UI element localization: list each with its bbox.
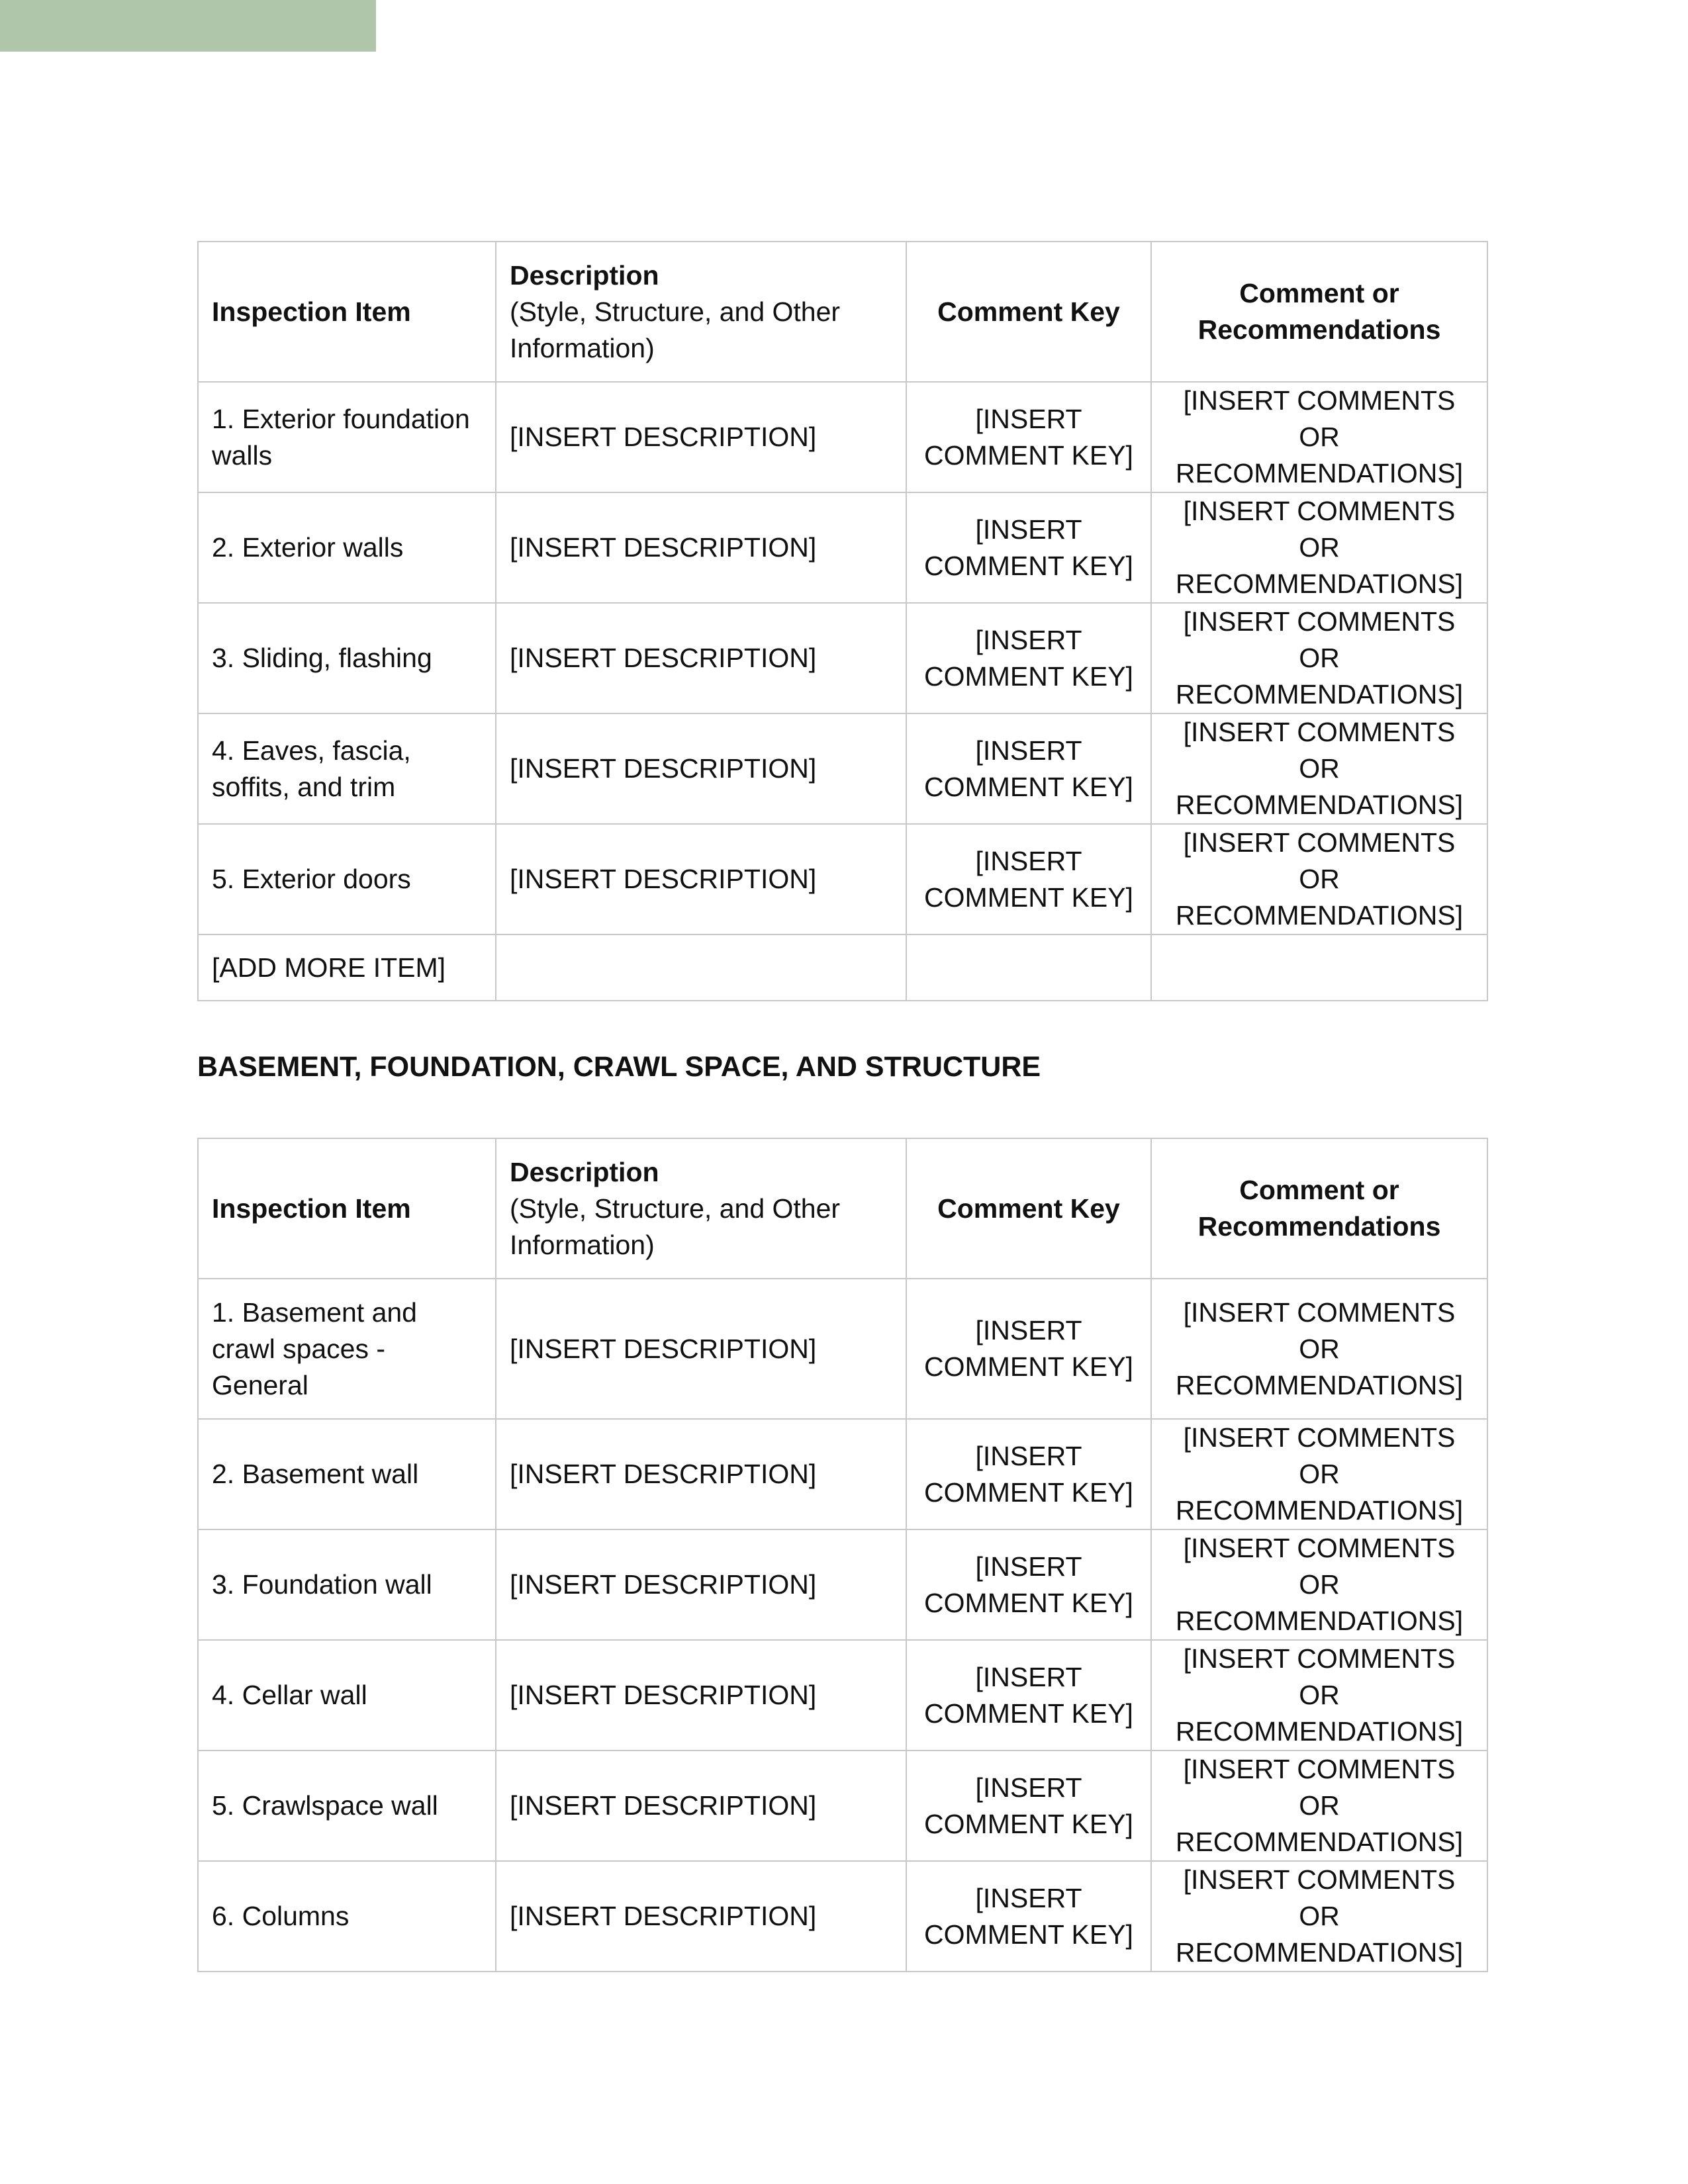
cell-comment xyxy=(1151,1279,1487,1419)
cell-inspection-item: 4. Cellar wall xyxy=(198,1640,496,1751)
table-header-row xyxy=(198,1138,1487,1279)
cell-comment xyxy=(1151,1861,1487,1972)
comment-line1: [INSERT COMMENTS OR xyxy=(1183,1864,1456,1931)
empty-cell xyxy=(906,934,1151,1001)
header-comment-recommendations xyxy=(1151,1138,1487,1279)
comment-key-line1: [INSERT xyxy=(975,403,1082,434)
table-row xyxy=(198,492,1487,603)
comment-key-line1: [INSERT xyxy=(975,514,1082,545)
header-comment-line2: Recommendations xyxy=(1197,1211,1441,1242)
comment-line2: RECOMMENDATIONS] xyxy=(1175,1495,1464,1525)
header-accent-bar xyxy=(0,0,376,52)
cell-inspection-item: 4. Eaves, fascia, soffits, and trim xyxy=(198,713,496,824)
comment-line2: RECOMMENDATIONS] xyxy=(1175,900,1464,931)
comment-key-line1: [INSERT xyxy=(975,1772,1082,1803)
comment-line2: RECOMMENDATIONS] xyxy=(1175,1937,1464,1968)
comment-line2: RECOMMENDATIONS] xyxy=(1175,1606,1464,1636)
cell-comment-key xyxy=(906,382,1151,492)
comment-key-line1: [INSERT xyxy=(975,1315,1082,1345)
comment-line1: [INSERT COMMENTS OR xyxy=(1183,1754,1456,1821)
header-description-subtitle: (Style, Structure, and Other Information) xyxy=(510,296,841,363)
table-row xyxy=(198,824,1487,934)
comment-key-line1: [INSERT xyxy=(975,1551,1082,1582)
cell-comment xyxy=(1151,1751,1487,1861)
table-row xyxy=(198,713,1487,824)
table-row xyxy=(198,1751,1487,1861)
comment-line2: RECOMMENDATIONS] xyxy=(1175,679,1464,709)
table-row xyxy=(198,1861,1487,1972)
comment-key-line1: [INSERT xyxy=(975,1882,1082,1913)
comment-key-line2: COMMENT KEY] xyxy=(924,660,1133,692)
cell-comment xyxy=(1151,382,1487,492)
cell-comment xyxy=(1151,603,1487,713)
cell-comment-key xyxy=(906,713,1151,824)
comment-key-line1: [INSERT xyxy=(975,1440,1082,1471)
table-row xyxy=(198,1529,1487,1640)
header-description-title: Description xyxy=(510,259,659,291)
comment-line1: [INSERT COMMENTS OR xyxy=(1183,827,1456,894)
table-header-row xyxy=(198,242,1487,382)
cell-comment-key xyxy=(906,1861,1151,1972)
comment-line1: [INSERT COMMENTS OR xyxy=(1183,1422,1456,1489)
comment-key-line1: [INSERT xyxy=(975,624,1082,655)
table-row xyxy=(198,382,1487,492)
cell-inspection-item: 6. Columns xyxy=(198,1861,496,1972)
cell-comment xyxy=(1151,1640,1487,1751)
header-comment-key: Comment Key xyxy=(906,242,1151,382)
comment-key-line2: COMMENT KEY] xyxy=(924,771,1133,802)
cell-description: [INSERT DESCRIPTION] xyxy=(496,382,906,492)
header-description xyxy=(496,1138,906,1279)
empty-cell xyxy=(496,934,906,1001)
comment-line2: RECOMMENDATIONS] xyxy=(1175,1369,1464,1400)
header-description-subtitle: (Style, Structure, and Other Information) xyxy=(510,1193,841,1260)
table-row xyxy=(198,1279,1487,1419)
cell-comment-key xyxy=(906,1419,1151,1529)
comment-key-line2: COMMENT KEY] xyxy=(924,1919,1133,1950)
comment-line1: [INSERT COMMENTS OR xyxy=(1183,606,1456,673)
comment-key-line2: COMMENT KEY] xyxy=(924,1808,1133,1839)
header-comment-line1: Comment or xyxy=(1239,278,1399,308)
header-comment-key: Comment Key xyxy=(906,1138,1151,1279)
cell-description: [INSERT DESCRIPTION] xyxy=(496,1529,906,1640)
cell-comment-key xyxy=(906,1751,1151,1861)
table-row xyxy=(198,1640,1487,1751)
cell-comment-key xyxy=(906,824,1151,934)
cell-description: [INSERT DESCRIPTION] xyxy=(496,492,906,603)
comment-key-line1: [INSERT xyxy=(975,1661,1082,1692)
header-comment-line2: Recommendations xyxy=(1197,314,1441,345)
cell-comment xyxy=(1151,824,1487,934)
cell-description: [INSERT DESCRIPTION] xyxy=(496,713,906,824)
table-row xyxy=(198,1419,1487,1529)
comment-line2: RECOMMENDATIONS] xyxy=(1175,790,1464,820)
header-comment-line1: Comment or xyxy=(1239,1175,1399,1205)
exterior-inspection-table xyxy=(197,241,1488,1001)
cell-comment xyxy=(1151,1419,1487,1529)
cell-description: [INSERT DESCRIPTION] xyxy=(496,1279,906,1419)
header-inspection-item: Inspection Item xyxy=(198,242,496,382)
comment-line1: [INSERT COMMENTS OR xyxy=(1183,717,1456,784)
comment-line1: [INSERT COMMENTS OR xyxy=(1183,1297,1456,1364)
comment-line1: [INSERT COMMENTS OR xyxy=(1183,496,1456,563)
comment-key-line1: [INSERT xyxy=(975,845,1082,876)
cell-inspection-item: 1. Basement and crawl spaces - General xyxy=(198,1279,496,1419)
cell-comment-key xyxy=(906,492,1151,603)
comment-line1: [INSERT COMMENTS OR xyxy=(1183,1533,1456,1600)
comment-line2: RECOMMENDATIONS] xyxy=(1175,1716,1464,1747)
cell-comment-key xyxy=(906,1640,1151,1751)
cell-description: [INSERT DESCRIPTION] xyxy=(496,1751,906,1861)
cell-inspection-item: 1. Exterior foundation walls xyxy=(198,382,496,492)
comment-key-line2: COMMENT KEY] xyxy=(924,550,1133,581)
table-row xyxy=(198,603,1487,713)
comment-key-line2: COMMENT KEY] xyxy=(924,882,1133,913)
header-description-title: Description xyxy=(510,1156,659,1187)
header-inspection-item: Inspection Item xyxy=(198,1138,496,1279)
header-description xyxy=(496,242,906,382)
cell-comment xyxy=(1151,1529,1487,1640)
cell-comment xyxy=(1151,713,1487,824)
comment-key-line2: COMMENT KEY] xyxy=(924,1698,1133,1729)
comment-key-line1: [INSERT xyxy=(975,735,1082,766)
header-comment-recommendations xyxy=(1151,242,1487,382)
comment-key-line2: COMMENT KEY] xyxy=(924,439,1133,471)
cell-comment-key xyxy=(906,603,1151,713)
add-more-item-placeholder: [ADD MORE ITEM] xyxy=(198,934,496,1001)
cell-inspection-item: 2. Basement wall xyxy=(198,1419,496,1529)
comment-line1: [INSERT COMMENTS OR xyxy=(1183,385,1456,452)
section-heading-basement: BASEMENT, FOUNDATION, CRAWL SPACE, AND STRUCTURE xyxy=(197,1051,1041,1083)
comment-key-line2: COMMENT KEY] xyxy=(924,1351,1133,1382)
cell-description: [INSERT DESCRIPTION] xyxy=(496,603,906,713)
comment-key-line2: COMMENT KEY] xyxy=(924,1587,1133,1618)
cell-inspection-item: 2. Exterior walls xyxy=(198,492,496,603)
comment-line2: RECOMMENDATIONS] xyxy=(1175,1827,1464,1857)
comment-key-line2: COMMENT KEY] xyxy=(924,1477,1133,1508)
cell-comment-key xyxy=(906,1529,1151,1640)
cell-inspection-item: 5. Exterior doors xyxy=(198,824,496,934)
cell-description: [INSERT DESCRIPTION] xyxy=(496,1419,906,1529)
basement-inspection-table xyxy=(197,1138,1488,1972)
add-more-row xyxy=(198,934,1487,1001)
cell-inspection-item: 5. Crawlspace wall xyxy=(198,1751,496,1861)
cell-description: [INSERT DESCRIPTION] xyxy=(496,1640,906,1751)
comment-line2: RECOMMENDATIONS] xyxy=(1175,569,1464,599)
cell-description: [INSERT DESCRIPTION] xyxy=(496,1861,906,1972)
cell-comment xyxy=(1151,492,1487,603)
comment-line1: [INSERT COMMENTS OR xyxy=(1183,1643,1456,1710)
cell-inspection-item: 3. Sliding, flashing xyxy=(198,603,496,713)
empty-cell xyxy=(1151,934,1487,1001)
cell-inspection-item: 3. Foundation wall xyxy=(198,1529,496,1640)
cell-comment-key xyxy=(906,1279,1151,1419)
cell-description: [INSERT DESCRIPTION] xyxy=(496,824,906,934)
comment-line2: RECOMMENDATIONS] xyxy=(1175,458,1464,488)
